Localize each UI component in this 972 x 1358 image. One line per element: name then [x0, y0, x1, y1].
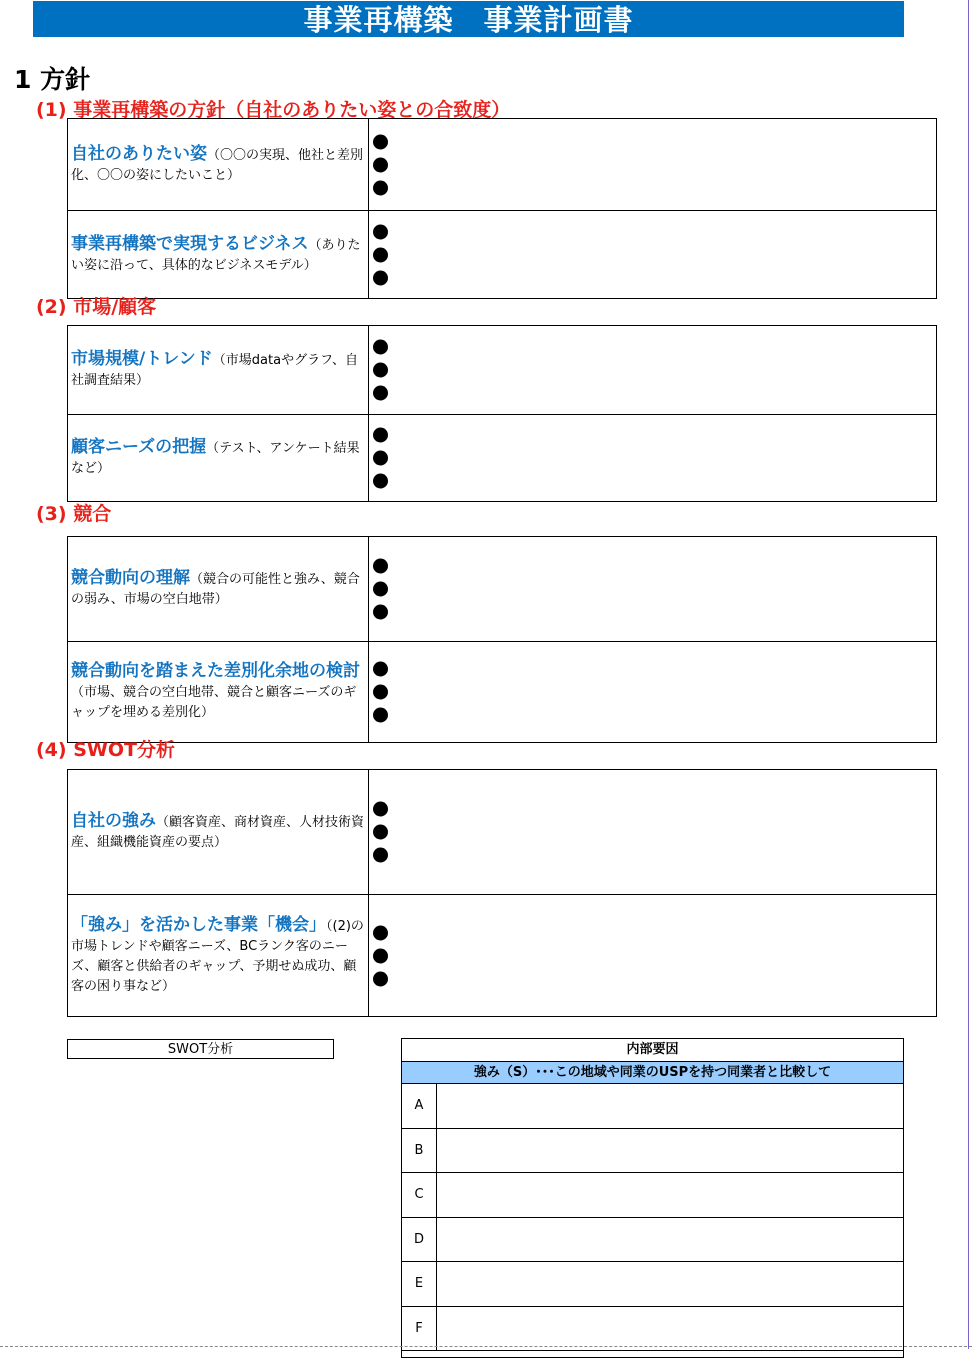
row-label-note: （顧客資産、商材資産、人材技術資産、組織機能資産の要点） [71, 815, 365, 850]
internal-factors-header: 内部要因 [402, 1039, 903, 1062]
row-label-note: （テスト、アンケート結果など） [71, 441, 360, 476]
row-label [68, 642, 369, 742]
row-label-note: （〇〇の実現、他社と差別化、〇〇の姿にしたいこと） [71, 147, 364, 183]
row-label [68, 326, 369, 414]
row-label-title: 顧客ニーズの把握 [71, 437, 207, 457]
internal-factors-table [401, 1038, 904, 1358]
row-label [68, 895, 369, 1016]
row-label-note: （市場dataやグラフ、自社調査結果） [71, 353, 359, 388]
bullet-icon [373, 270, 388, 285]
row-label-note: （市場、競合の空白地帯、競合と顧客ニーズのギャップを埋める差別化） [71, 685, 357, 720]
strengths-subheader: 強み（S）･･･この地域や同業のUSPを持つ同業者と比較して [402, 1062, 903, 1084]
bullet-icon [373, 559, 388, 574]
row-letter: C [402, 1173, 437, 1217]
section-title: (1) 事業再構築の方針（自社のありたい姿との合致度） [36, 99, 511, 121]
row-label [68, 770, 369, 894]
strength-row[interactable] [402, 1129, 903, 1174]
bullet-icon [373, 802, 388, 817]
bullet-icon [373, 224, 388, 239]
row-label-note: （競合の可能性と強み、競合の弱み、市場の空白地帯） [71, 572, 360, 607]
strength-row[interactable] [402, 1173, 903, 1218]
page-border [968, 0, 969, 1349]
strength-row[interactable] [402, 1307, 903, 1352]
bullet-icon [373, 708, 388, 723]
row-label-title: 競合動向の理解 [71, 568, 190, 588]
strength-row[interactable] [402, 1262, 903, 1307]
row-label-title: 競合動向を踏まえた差別化余地の検討 [71, 661, 360, 681]
row-label-note: （ありたい姿に沿って、具体的なビジネスモデル） [71, 237, 361, 273]
bullet-icon [373, 685, 388, 700]
bullet-list[interactable] [373, 662, 388, 723]
bullet-icon [373, 428, 388, 443]
table-row [68, 119, 936, 210]
bullet-list[interactable] [373, 802, 388, 863]
page-break-line [0, 1346, 972, 1347]
bullet-icon [373, 582, 388, 597]
section-title: (3) 競合 [36, 503, 112, 525]
row-label [68, 415, 369, 501]
bullet-icon [373, 134, 388, 149]
row-label [68, 119, 369, 210]
bullet-icon [373, 474, 388, 489]
row-label-note: （(2)の市場トレンドや顧客ニーズ、BCランク客のニーズ、顧客と供給者のギャップ、予期せぬ成功、顧客の困り事など） [71, 918, 364, 994]
bullet-list[interactable] [373, 340, 388, 401]
section-table [67, 769, 937, 1017]
row-letter: D [402, 1218, 437, 1262]
bullet-icon [373, 948, 388, 963]
row-label-title: 事業再構築で実現するビジネス [71, 233, 309, 254]
bullet-icon [373, 971, 388, 986]
bullet-list[interactable] [373, 134, 388, 195]
row-letter: A [402, 1084, 437, 1128]
table-row [68, 770, 936, 894]
row-letter: F [402, 1307, 437, 1351]
section-heading: 1 方針 [14, 65, 91, 94]
table-row [68, 210, 936, 298]
bullet-list[interactable] [373, 925, 388, 986]
row-letter: B [402, 1129, 437, 1173]
row-label [68, 537, 369, 641]
table-row [68, 326, 936, 414]
row-letter: E [402, 1262, 437, 1306]
bullet-icon [373, 157, 388, 172]
bullet-icon [373, 662, 388, 677]
table-row [68, 641, 936, 742]
swot-label-box: SWOT分析 [67, 1039, 334, 1059]
bullet-icon [373, 848, 388, 863]
bullet-icon [373, 825, 388, 840]
row-label [68, 211, 369, 298]
bullet-icon [373, 340, 388, 355]
bullet-icon [373, 605, 388, 620]
bullet-icon [373, 363, 388, 378]
section-title: (2) 市場/顧客 [36, 296, 157, 318]
row-label-title: 市場規模/トレンド [71, 349, 213, 369]
table-row [68, 894, 936, 1016]
strength-row[interactable] [402, 1084, 903, 1129]
bullet-icon [373, 386, 388, 401]
bullet-list[interactable] [373, 559, 388, 620]
bullet-icon [373, 180, 388, 195]
table-row [68, 537, 936, 641]
bullet-icon [373, 451, 388, 466]
bullet-icon [373, 925, 388, 940]
section-title: (4) SWOT分析 [36, 739, 175, 761]
table-row [68, 414, 936, 501]
row-label-title: 自社の強み [71, 811, 156, 831]
row-label-title: 「強み」を活かした事業「機会」 [71, 914, 326, 935]
strength-row[interactable] [402, 1218, 903, 1263]
bullet-list[interactable] [373, 224, 388, 285]
bullet-list[interactable] [373, 428, 388, 489]
section-table [67, 536, 937, 743]
row-label-title: 自社のありたい姿 [71, 143, 207, 164]
section-table [67, 118, 937, 299]
section-table [67, 325, 937, 502]
document-title: 事業再構築 事業計画書 [33, 1, 904, 37]
bullet-icon [373, 247, 388, 262]
